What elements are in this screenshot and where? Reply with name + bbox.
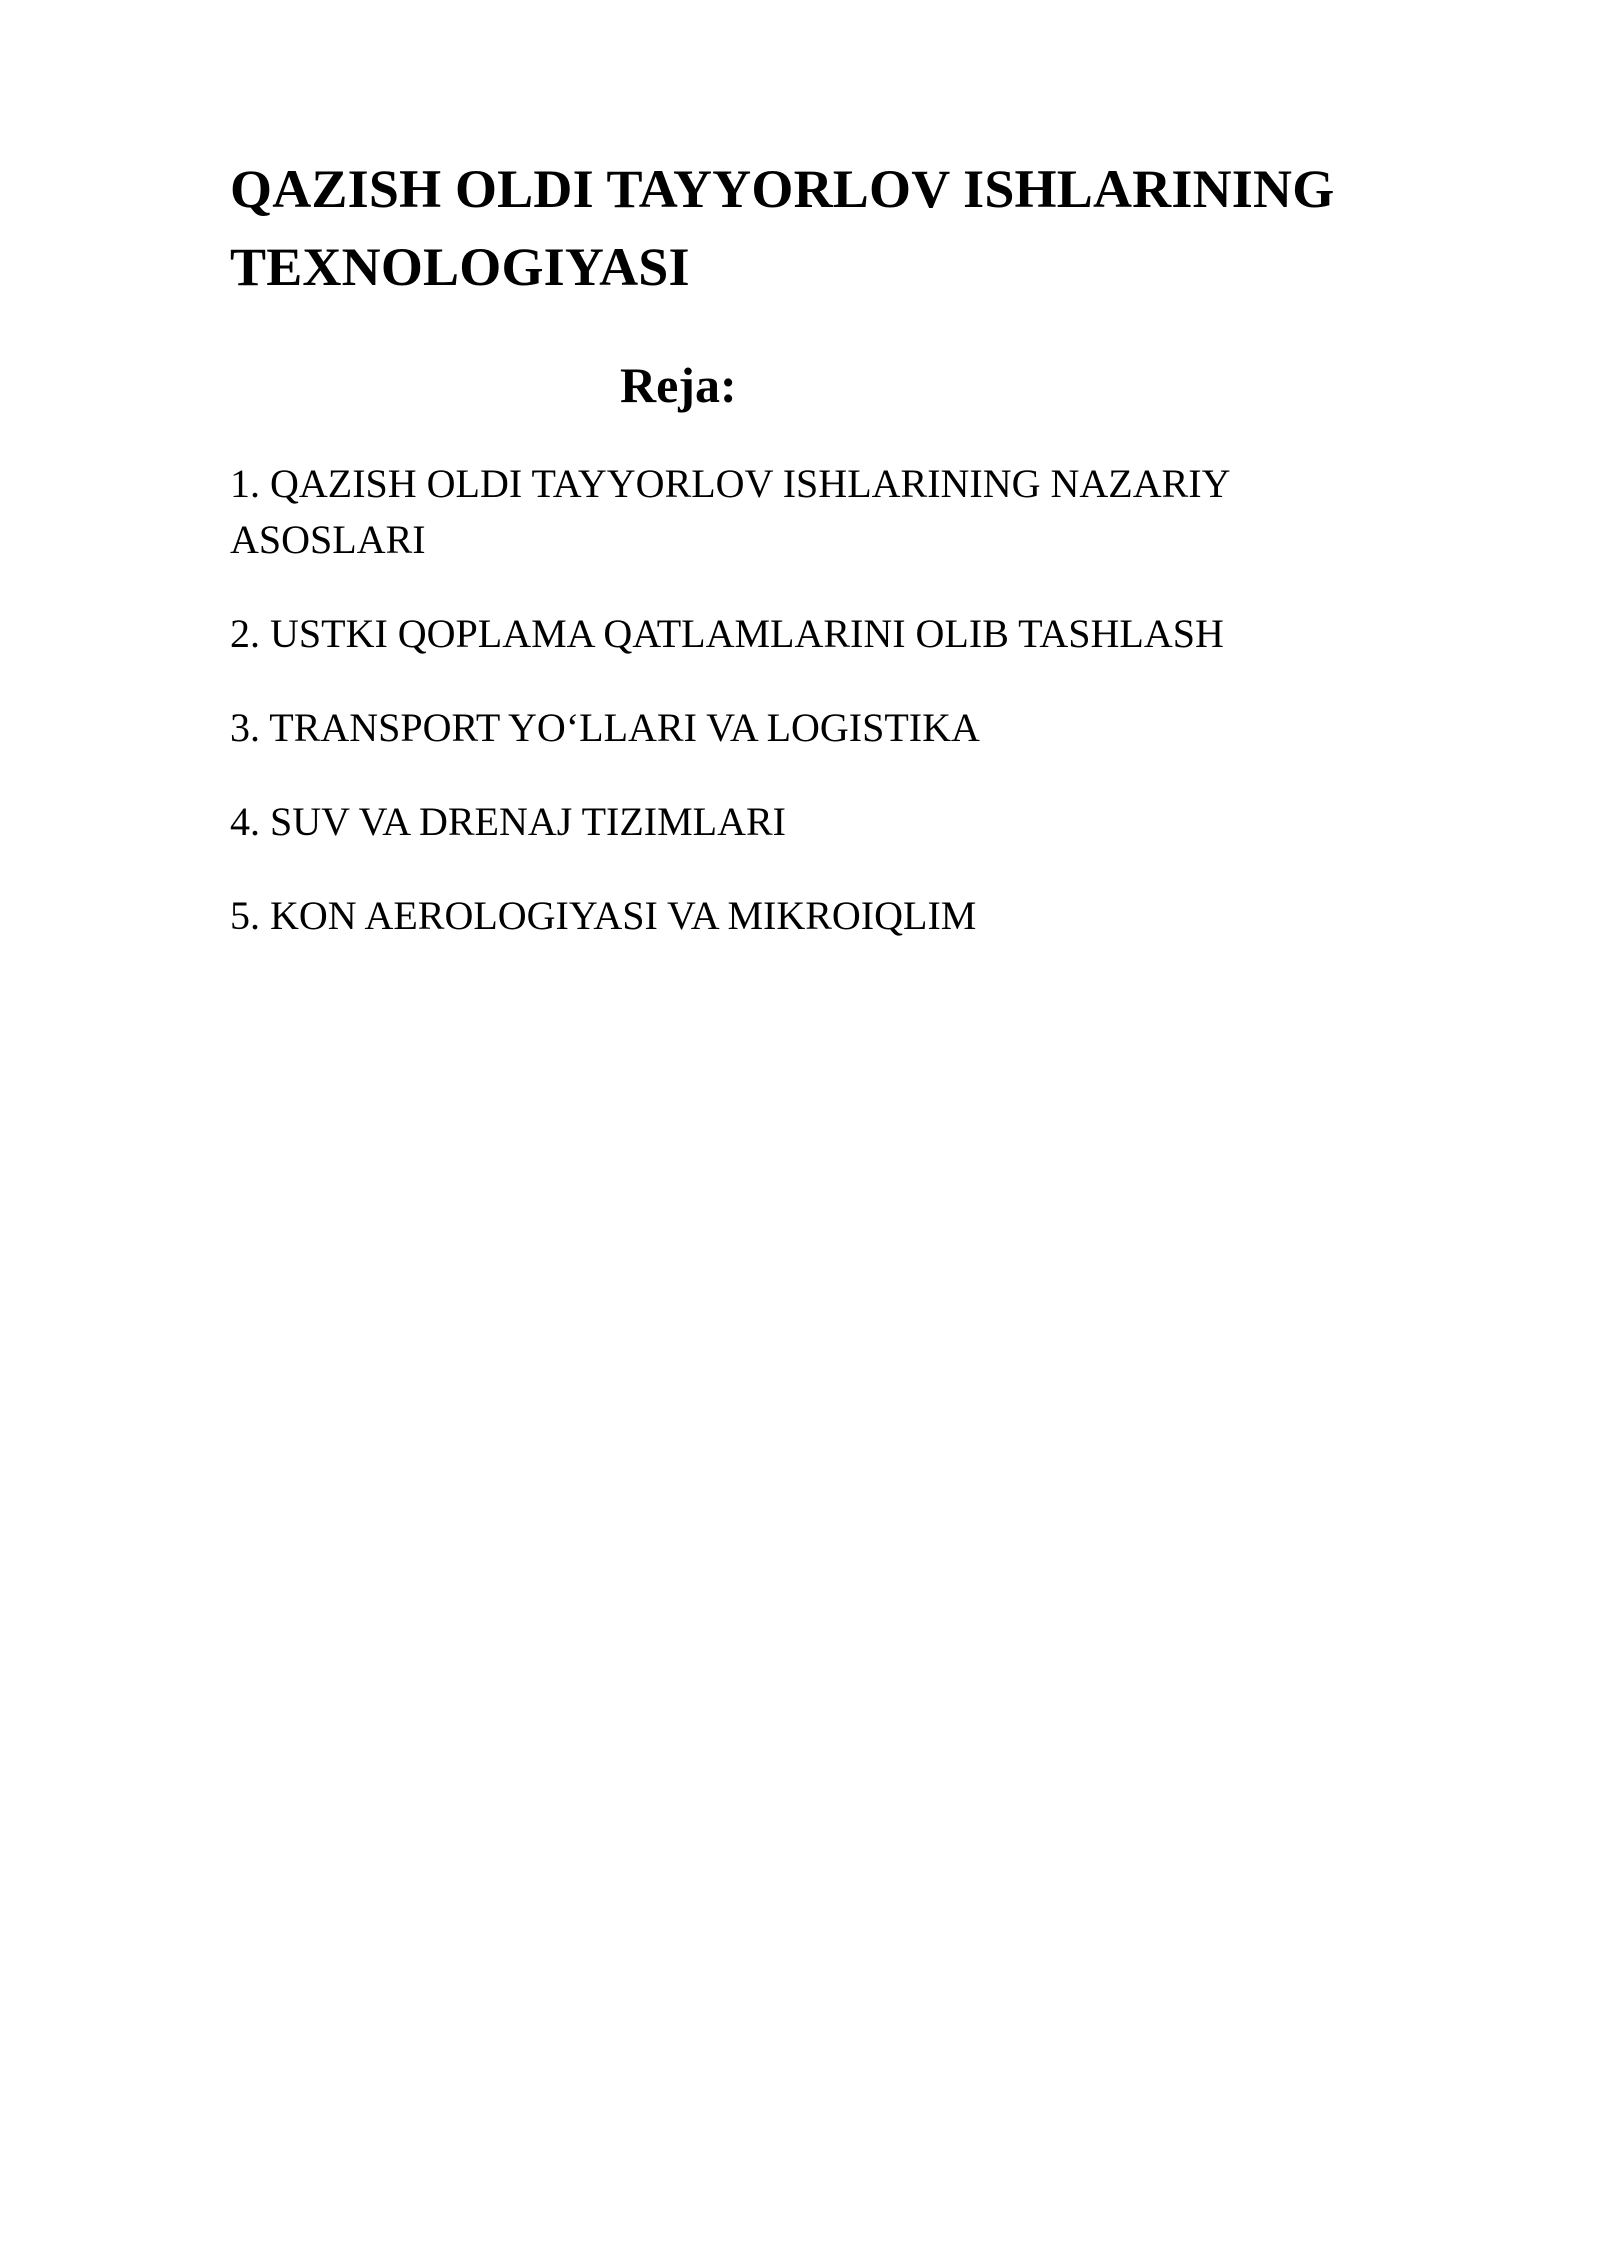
plan-list [230, 456, 1460, 944]
plan-item-3: 3. TRANSPORT YO‘LLARI VA LOGISTIKA [230, 705, 980, 750]
plan-item-1: 1. QAZISH OLDI TAYYORLOV ISHLARINING NAZARIY ASOSLARI [230, 461, 1229, 562]
document-title: QAZISH OLDI TAYYORLOV ISHLARINING TEXNOLOGIYASI [230, 159, 1335, 297]
plan-heading: Reja: [620, 357, 737, 413]
plan-item-2: 2. USTKI QOPLAMA QATLAMLARINI OLIB TASHLASH [230, 611, 1224, 656]
plan-item-5: 5. KON AEROLOGIYASI VA MIKROIQLIM [230, 893, 977, 938]
plan-item-4: 4. SUV VA DRENAJ TIZIMLARI [230, 799, 786, 844]
page-content [230, 150, 1460, 982]
